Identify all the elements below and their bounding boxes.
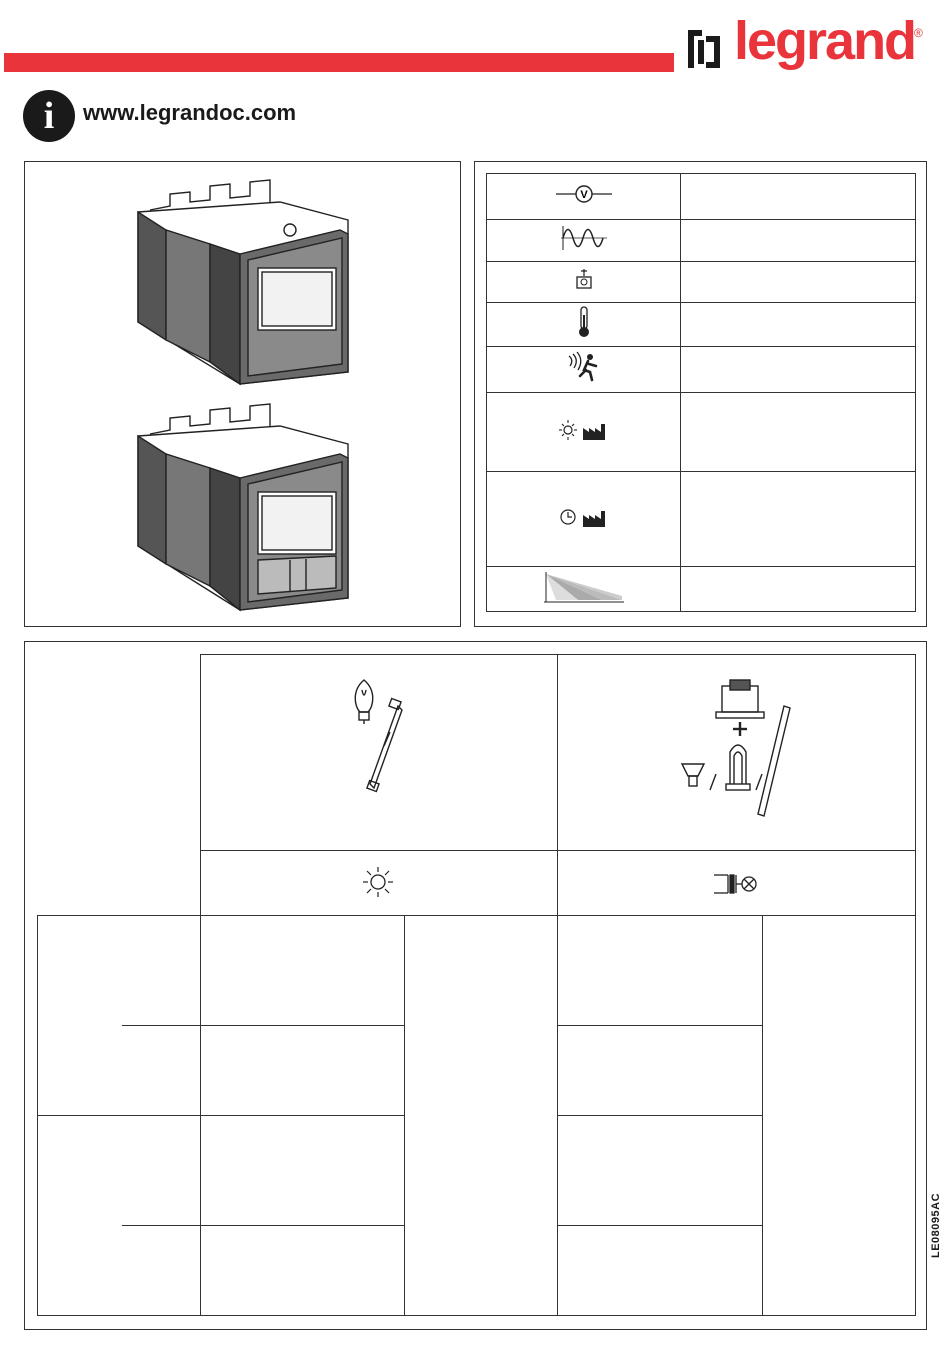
motion-sensor-with-override-illustration — [130, 396, 356, 618]
row-sub-divider-2 — [122, 1225, 201, 1226]
spec-value — [681, 262, 916, 303]
detection-angle-icon — [487, 567, 681, 612]
document-code-vertical — [926, 1193, 944, 1258]
row-label-block-1 — [37, 915, 201, 1116]
spec-row-lux — [487, 393, 916, 472]
transformer-symbol-icon — [714, 872, 762, 896]
spec-value — [681, 472, 916, 567]
legrand-logo-icon — [686, 28, 724, 70]
spec-value — [681, 174, 916, 220]
frequency-sine-icon — [487, 220, 681, 262]
value-cell-a3 — [200, 1115, 405, 1226]
spec-value — [681, 347, 916, 393]
incandescent-halogen-lamps-icon — [350, 676, 420, 800]
spec-row-angle — [487, 567, 916, 612]
value-cell-c4 — [557, 1225, 763, 1316]
spec-value — [681, 567, 916, 612]
motion-sensor-module-illustration — [130, 172, 356, 392]
incandescent-symbol-icon — [362, 866, 394, 898]
value-cell-c2 — [557, 1025, 763, 1116]
registered-mark: ® — [914, 26, 923, 40]
lux-threshold-factory-icon — [487, 393, 681, 472]
thermometer-icon — [487, 303, 681, 347]
voltage-icon — [487, 174, 681, 220]
document-code: LE08095AC — [930, 1192, 942, 1258]
value-cell-c3 — [557, 1115, 763, 1226]
brand-wordmark: legrand — [734, 11, 916, 71]
website-link[interactable]: www.legrandoc.com — [83, 100, 297, 125]
spec-value — [681, 303, 916, 347]
power-consumption-icon — [487, 262, 681, 303]
value-cell-d — [762, 915, 916, 1316]
motion-detection-icon — [487, 347, 681, 393]
spec-row-frequency — [487, 220, 916, 262]
value-cell-a1 — [200, 915, 405, 1026]
info-glyph: i — [43, 95, 55, 137]
spec-value — [681, 220, 916, 262]
specifications-table — [486, 173, 916, 612]
header-red-bar — [4, 53, 674, 72]
spec-row-detection — [487, 347, 916, 393]
spec-row-consumption — [487, 262, 916, 303]
svg-text:V: V — [579, 189, 588, 201]
spec-value — [681, 393, 916, 472]
spec-row-voltage — [487, 174, 916, 220]
ferromagnetic-transformer-loads-icon — [678, 676, 808, 826]
row-sub-divider-1 — [122, 1025, 201, 1026]
spec-row-time — [487, 472, 916, 567]
value-cell-a4 — [200, 1225, 405, 1316]
value-cell-c1 — [557, 915, 763, 1026]
spec-row-temperature — [487, 303, 916, 347]
value-cell-a2 — [200, 1025, 405, 1116]
row-label-block-2 — [37, 1115, 201, 1316]
value-cell-b — [404, 915, 558, 1316]
time-delay-factory-icon — [487, 472, 681, 567]
